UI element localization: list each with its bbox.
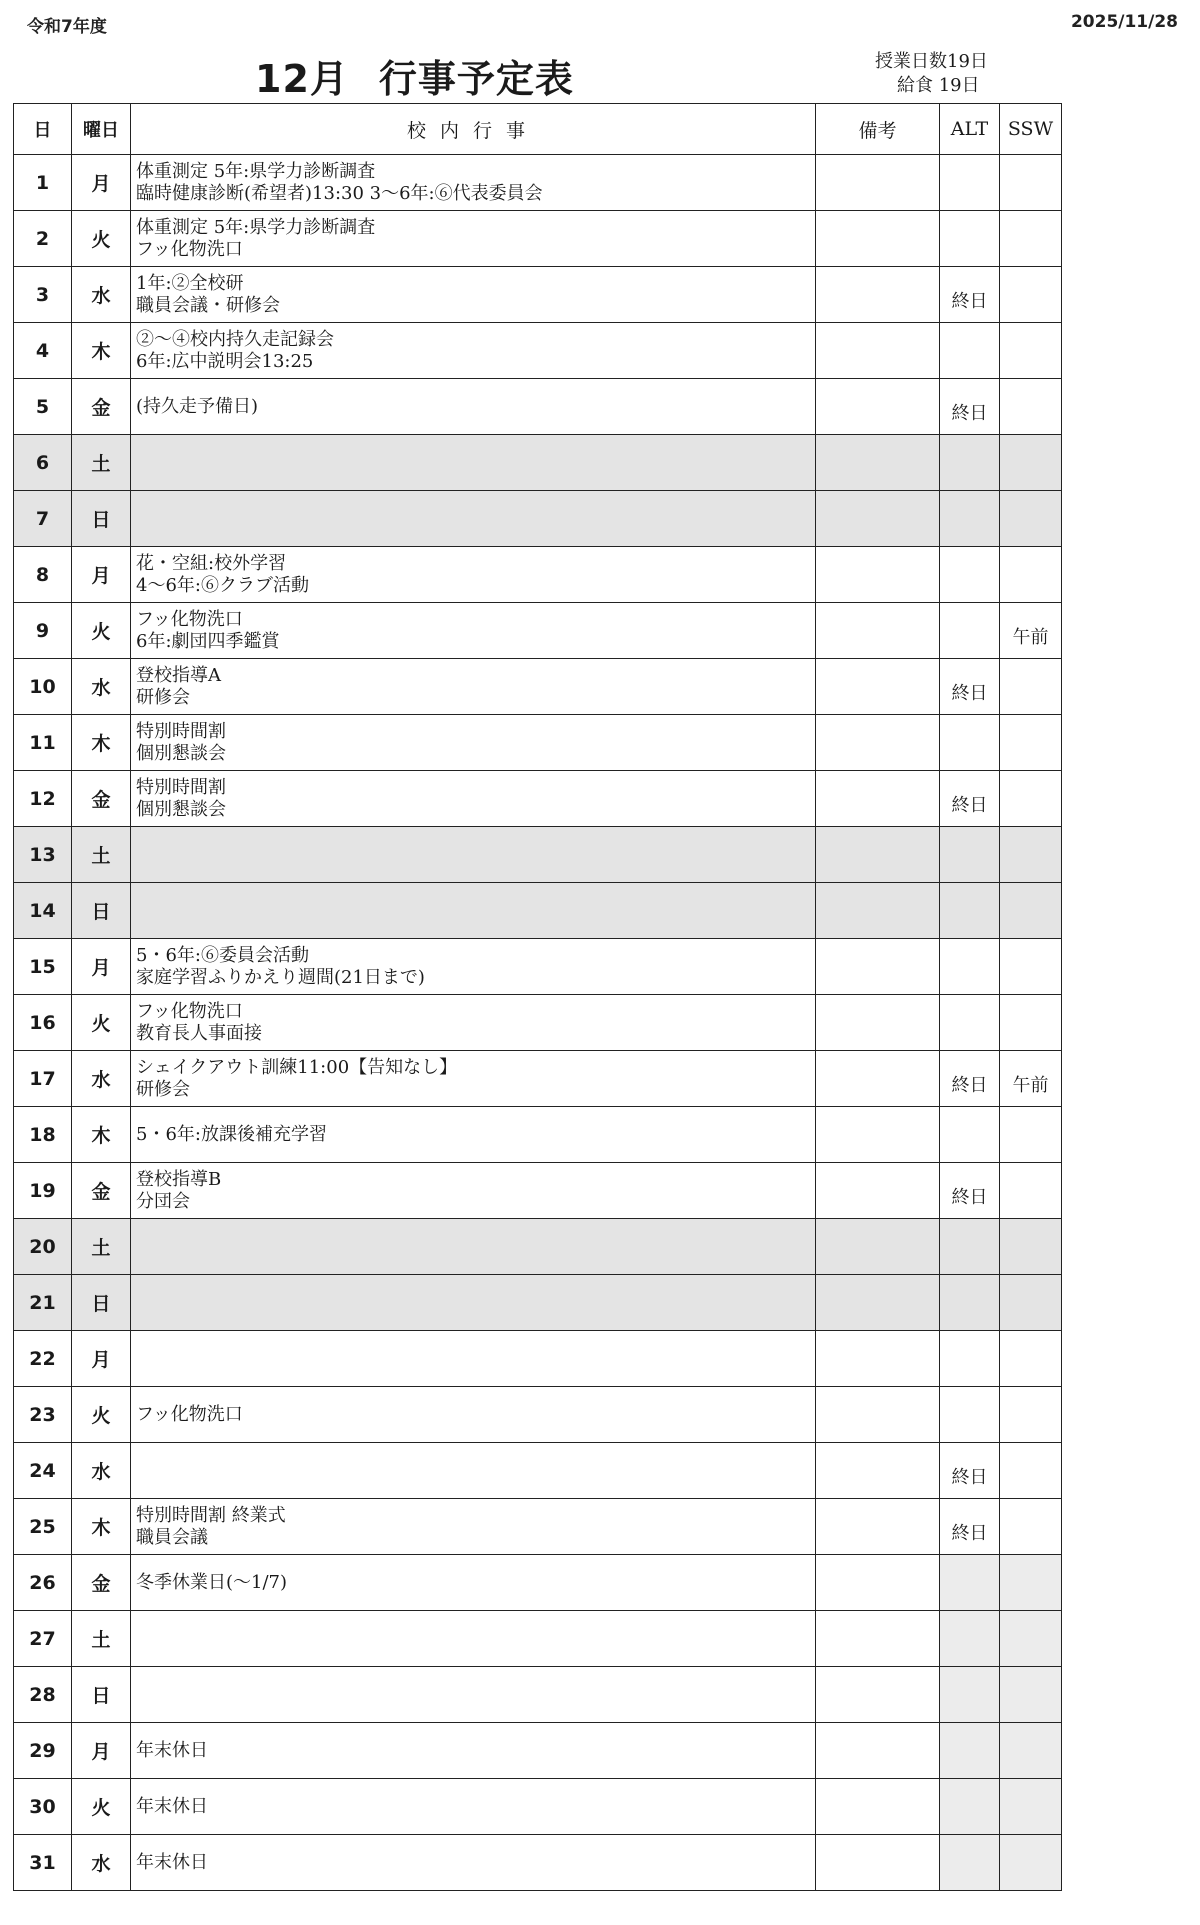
- alt-cell: [940, 1779, 1000, 1835]
- events-cell: [131, 211, 816, 267]
- issue-date: 2025/11/28: [1070, 12, 1178, 32]
- alt-cell: [940, 1555, 1000, 1611]
- table-row: [14, 547, 1062, 603]
- table-row: [14, 1779, 1062, 1835]
- event-line: シェイクアウト訓練11:00【告知なし】: [136, 1056, 458, 1078]
- events-cell: [131, 1163, 816, 1219]
- alt-cell: [940, 1611, 1000, 1667]
- events-cell: [131, 1331, 816, 1387]
- ssw-cell: [1000, 1275, 1062, 1331]
- weekday-cell: 水: [72, 1051, 131, 1107]
- alt-cell: [940, 1387, 1000, 1443]
- event-line: 臨時健康診断(希望者)13:30 3〜6年:⑥代表委員会: [136, 182, 543, 204]
- table-row: [14, 379, 1062, 435]
- day-cell: 9: [14, 603, 72, 659]
- notes-cell: [816, 1331, 940, 1387]
- ssw-cell: [1000, 1611, 1062, 1667]
- event-line: 登校指導A: [136, 664, 221, 686]
- table-row: [14, 1107, 1062, 1163]
- event-line: 個別懇談会: [136, 742, 226, 764]
- event-line: 研修会: [136, 686, 190, 708]
- table-row: [14, 715, 1062, 771]
- day-cell: 7: [14, 491, 72, 547]
- alt-cell: [940, 1275, 1000, 1331]
- ssw-cell: [1000, 267, 1062, 323]
- day-cell: 31: [14, 1835, 72, 1891]
- weekday-cell: 日: [72, 491, 131, 547]
- notes-cell: [816, 547, 940, 603]
- event-line: フッ化物洗口: [136, 238, 243, 260]
- ssw-cell: [1000, 491, 1062, 547]
- notes-cell: [816, 155, 940, 211]
- table-row: [14, 995, 1062, 1051]
- notes-cell: [816, 771, 940, 827]
- table-row: [14, 1555, 1062, 1611]
- alt-cell: [940, 435, 1000, 491]
- table-row: [14, 659, 1062, 715]
- event-line: 年末休日: [136, 1851, 208, 1873]
- event-line: 冬季休業日(〜1/7): [136, 1571, 288, 1593]
- weekday-cell: 火: [72, 995, 131, 1051]
- ssw-cell: [1000, 155, 1062, 211]
- weekday-cell: 水: [72, 659, 131, 715]
- notes-cell: [816, 715, 940, 771]
- day-counts: [875, 50, 988, 98]
- day-cell: 10: [14, 659, 72, 715]
- ssw-cell: [1000, 1555, 1062, 1611]
- event-line: 特別時間割: [136, 720, 226, 742]
- alt-cell: [940, 827, 1000, 883]
- ssw-cell: [1000, 1107, 1062, 1163]
- notes-cell: [816, 379, 940, 435]
- ssw-cell: [1000, 1499, 1062, 1555]
- ssw-cell: [1000, 323, 1062, 379]
- day-cell: 2: [14, 211, 72, 267]
- alt-cell: [940, 211, 1000, 267]
- events-cell: [131, 1779, 816, 1835]
- alt-cell: [940, 547, 1000, 603]
- table-row: [14, 1835, 1062, 1891]
- alt-cell: [940, 715, 1000, 771]
- event-line: 5・6年:⑥委員会活動: [136, 944, 309, 966]
- events-cell: [131, 1835, 816, 1891]
- day-cell: 8: [14, 547, 72, 603]
- ssw-cell: [1000, 939, 1062, 995]
- notes-cell: [816, 435, 940, 491]
- events-cell: [131, 659, 816, 715]
- table-row: [14, 1331, 1062, 1387]
- day-cell: 6: [14, 435, 72, 491]
- day-cell: 26: [14, 1555, 72, 1611]
- day-cell: 25: [14, 1499, 72, 1555]
- alt-cell: [940, 1331, 1000, 1387]
- weekday-cell: 火: [72, 211, 131, 267]
- notes-cell: [816, 1051, 940, 1107]
- events-cell: [131, 547, 816, 603]
- event-line: 個別懇談会: [136, 798, 226, 820]
- ssw-cell: [1000, 1331, 1062, 1387]
- alt-cell: 終日: [940, 1443, 1000, 1499]
- weekday-cell: 木: [72, 715, 131, 771]
- ssw-cell: [1000, 715, 1062, 771]
- notes-cell: [816, 659, 940, 715]
- alt-cell: [940, 491, 1000, 547]
- event-line: フッ化物洗口: [136, 608, 243, 630]
- table-row: [14, 1723, 1062, 1779]
- ssw-cell: [1000, 771, 1062, 827]
- event-line: 特別時間割: [136, 776, 226, 798]
- event-line: 6年:広中説明会13:25: [136, 350, 314, 372]
- table-row: [14, 1219, 1062, 1275]
- weekday-cell: 月: [72, 547, 131, 603]
- class-days-count: 授業日数19日: [875, 51, 988, 72]
- events-cell: [131, 603, 816, 659]
- notes-cell: [816, 323, 940, 379]
- notes-cell: [816, 1499, 940, 1555]
- notes-cell: [816, 883, 940, 939]
- ssw-cell: [1000, 1163, 1062, 1219]
- notes-cell: [816, 211, 940, 267]
- event-line: 職員会議: [136, 1526, 208, 1548]
- event-line: フッ化物洗口: [136, 1000, 243, 1022]
- events-cell: [131, 1723, 816, 1779]
- title-text: 行事予定表: [378, 57, 574, 101]
- event-line: 特別時間割 終業式: [136, 1504, 286, 1526]
- event-line: 体重測定 5年:県学力診断調査: [136, 216, 376, 238]
- notes-cell: [816, 1723, 940, 1779]
- ssw-cell: [1000, 1387, 1062, 1443]
- events-cell: [131, 323, 816, 379]
- table-row: [14, 1499, 1062, 1555]
- notes-cell: [816, 939, 940, 995]
- event-line: 年末休日: [136, 1795, 208, 1817]
- day-cell: 28: [14, 1667, 72, 1723]
- alt-cell: [940, 1107, 1000, 1163]
- table-row: [14, 155, 1062, 211]
- events-cell: [131, 379, 816, 435]
- ssw-cell: [1000, 547, 1062, 603]
- ssw-cell: [1000, 1723, 1062, 1779]
- day-cell: 27: [14, 1611, 72, 1667]
- events-cell: [131, 1051, 816, 1107]
- day-cell: 22: [14, 1331, 72, 1387]
- col-header-alt: ALT: [940, 104, 1000, 155]
- event-line: 家庭学習ふりかえり週間(21日まで): [136, 966, 425, 988]
- event-line: 体重測定 5年:県学力診断調査: [136, 160, 376, 182]
- event-line: 分団会: [136, 1190, 190, 1212]
- col-header-day: 日: [14, 104, 72, 155]
- weekday-cell: 月: [72, 1723, 131, 1779]
- day-cell: 19: [14, 1163, 72, 1219]
- alt-cell: 終日: [940, 379, 1000, 435]
- day-cell: 21: [14, 1275, 72, 1331]
- events-cell: [131, 715, 816, 771]
- ssw-cell: [1000, 211, 1062, 267]
- table-row: [14, 211, 1062, 267]
- notes-cell: [816, 1779, 940, 1835]
- events-cell: [131, 1443, 816, 1499]
- event-line: 登校指導B: [136, 1168, 222, 1190]
- col-header-notes: 備考: [816, 104, 940, 155]
- weekday-cell: 土: [72, 435, 131, 491]
- day-cell: 3: [14, 267, 72, 323]
- weekday-cell: 金: [72, 1163, 131, 1219]
- alt-cell: 終日: [940, 1499, 1000, 1555]
- weekday-cell: 木: [72, 1107, 131, 1163]
- table-row: [14, 1387, 1062, 1443]
- event-line: 1年:②全校研: [136, 272, 244, 294]
- table-row: [14, 1163, 1062, 1219]
- table-row: [14, 771, 1062, 827]
- event-line: ②〜④校内持久走記録会: [136, 328, 334, 350]
- ssw-cell: 午前: [1000, 1051, 1062, 1107]
- event-line: 教育長人事面接: [136, 1022, 262, 1044]
- alt-cell: [940, 939, 1000, 995]
- alt-cell: 終日: [940, 659, 1000, 715]
- ssw-cell: [1000, 827, 1062, 883]
- alt-cell: [940, 323, 1000, 379]
- weekday-cell: 火: [72, 1387, 131, 1443]
- table-row: [14, 267, 1062, 323]
- notes-cell: [816, 1219, 940, 1275]
- alt-cell: 終日: [940, 1051, 1000, 1107]
- table-row: [14, 1611, 1062, 1667]
- notes-cell: [816, 995, 940, 1051]
- event-line: 6年:劇団四季鑑賞: [136, 630, 280, 652]
- weekday-cell: 水: [72, 267, 131, 323]
- day-cell: 29: [14, 1723, 72, 1779]
- ssw-cell: [1000, 379, 1062, 435]
- event-line: 花・空組:校外学習: [136, 552, 287, 574]
- table-row: [14, 435, 1062, 491]
- events-cell: [131, 267, 816, 323]
- day-cell: 16: [14, 995, 72, 1051]
- weekday-cell: 木: [72, 323, 131, 379]
- alt-cell: [940, 1219, 1000, 1275]
- alt-cell: [940, 995, 1000, 1051]
- event-line: 4〜6年:⑥クラブ活動: [136, 574, 309, 596]
- event-line: 5・6年:放課後補充学習: [136, 1123, 327, 1145]
- notes-cell: [816, 1835, 940, 1891]
- day-cell: 11: [14, 715, 72, 771]
- table-row: [14, 883, 1062, 939]
- table-row: [14, 603, 1062, 659]
- events-cell: [131, 1499, 816, 1555]
- alt-cell: 終日: [940, 771, 1000, 827]
- table-row: [14, 1667, 1062, 1723]
- notes-cell: [816, 1387, 940, 1443]
- alt-cell: [940, 1723, 1000, 1779]
- event-line: (持久走予備日): [136, 395, 259, 417]
- events-cell: [131, 1555, 816, 1611]
- table-row: [14, 827, 1062, 883]
- ssw-cell: [1000, 883, 1062, 939]
- table-row: [14, 491, 1062, 547]
- table-row: [14, 1443, 1062, 1499]
- col-header-events: 校内行事: [131, 104, 816, 155]
- table-row: [14, 1051, 1062, 1107]
- ssw-cell: [1000, 659, 1062, 715]
- alt-cell: [940, 883, 1000, 939]
- events-cell: [131, 1219, 816, 1275]
- events-cell: [131, 1275, 816, 1331]
- weekday-cell: 月: [72, 939, 131, 995]
- day-cell: 18: [14, 1107, 72, 1163]
- table-header-row: [14, 104, 1062, 155]
- ssw-cell: [1000, 1443, 1062, 1499]
- weekday-cell: 金: [72, 379, 131, 435]
- fiscal-year-label: 令和7年度: [27, 17, 107, 37]
- alt-cell: [940, 1667, 1000, 1723]
- table-row: [14, 323, 1062, 379]
- col-header-ssw: SSW: [1000, 104, 1062, 155]
- weekday-cell: 日: [72, 883, 131, 939]
- day-cell: 24: [14, 1443, 72, 1499]
- weekday-cell: 日: [72, 1275, 131, 1331]
- weekday-cell: 月: [72, 1331, 131, 1387]
- schedule-table: [13, 103, 1062, 1891]
- day-cell: 12: [14, 771, 72, 827]
- ssw-cell: 午前: [1000, 603, 1062, 659]
- col-header-weekday: 曜日: [72, 104, 131, 155]
- weekday-cell: 土: [72, 827, 131, 883]
- day-cell: 30: [14, 1779, 72, 1835]
- day-cell: 15: [14, 939, 72, 995]
- events-cell: [131, 1611, 816, 1667]
- weekday-cell: 火: [72, 1779, 131, 1835]
- lunch-days-count: 給食 19日: [897, 75, 980, 96]
- day-cell: 4: [14, 323, 72, 379]
- day-cell: 20: [14, 1219, 72, 1275]
- table-row: [14, 1275, 1062, 1331]
- alt-cell: [940, 603, 1000, 659]
- day-cell: 13: [14, 827, 72, 883]
- weekday-cell: 土: [72, 1611, 131, 1667]
- notes-cell: [816, 1667, 940, 1723]
- weekday-cell: 金: [72, 1555, 131, 1611]
- notes-cell: [816, 1555, 940, 1611]
- ssw-cell: [1000, 1667, 1062, 1723]
- events-cell: [131, 827, 816, 883]
- weekday-cell: 日: [72, 1667, 131, 1723]
- day-cell: 23: [14, 1387, 72, 1443]
- ssw-cell: [1000, 1219, 1062, 1275]
- schedule-body: [14, 155, 1062, 1891]
- notes-cell: [816, 267, 940, 323]
- alt-cell: [940, 1835, 1000, 1891]
- day-cell: 17: [14, 1051, 72, 1107]
- notes-cell: [816, 1443, 940, 1499]
- events-cell: [131, 939, 816, 995]
- weekday-cell: 水: [72, 1443, 131, 1499]
- page-title: [255, 48, 574, 103]
- notes-cell: [816, 491, 940, 547]
- notes-cell: [816, 603, 940, 659]
- events-cell: [131, 883, 816, 939]
- notes-cell: [816, 1275, 940, 1331]
- event-line: 研修会: [136, 1078, 190, 1100]
- events-cell: [131, 1107, 816, 1163]
- ssw-cell: [1000, 1779, 1062, 1835]
- day-cell: 5: [14, 379, 72, 435]
- event-line: 年末休日: [136, 1739, 208, 1761]
- events-cell: [131, 1387, 816, 1443]
- event-line: フッ化物洗口: [136, 1403, 243, 1425]
- notes-cell: [816, 1163, 940, 1219]
- weekday-cell: 土: [72, 1219, 131, 1275]
- weekday-cell: 水: [72, 1835, 131, 1891]
- weekday-cell: 月: [72, 155, 131, 211]
- alt-cell: [940, 155, 1000, 211]
- weekday-cell: 木: [72, 1499, 131, 1555]
- notes-cell: [816, 1611, 940, 1667]
- notes-cell: [816, 1107, 940, 1163]
- events-cell: [131, 435, 816, 491]
- ssw-cell: [1000, 435, 1062, 491]
- ssw-cell: [1000, 995, 1062, 1051]
- day-cell: 14: [14, 883, 72, 939]
- notes-cell: [816, 827, 940, 883]
- alt-cell: 終日: [940, 1163, 1000, 1219]
- events-cell: [131, 771, 816, 827]
- alt-cell: 終日: [940, 267, 1000, 323]
- events-cell: [131, 155, 816, 211]
- weekday-cell: 金: [72, 771, 131, 827]
- ssw-cell: [1000, 1835, 1062, 1891]
- title-month: 12月: [255, 57, 349, 101]
- weekday-cell: 火: [72, 603, 131, 659]
- events-cell: [131, 995, 816, 1051]
- day-cell: 1: [14, 155, 72, 211]
- event-line: 職員会議・研修会: [136, 294, 280, 316]
- table-row: [14, 939, 1062, 995]
- events-cell: [131, 491, 816, 547]
- events-cell: [131, 1667, 816, 1723]
